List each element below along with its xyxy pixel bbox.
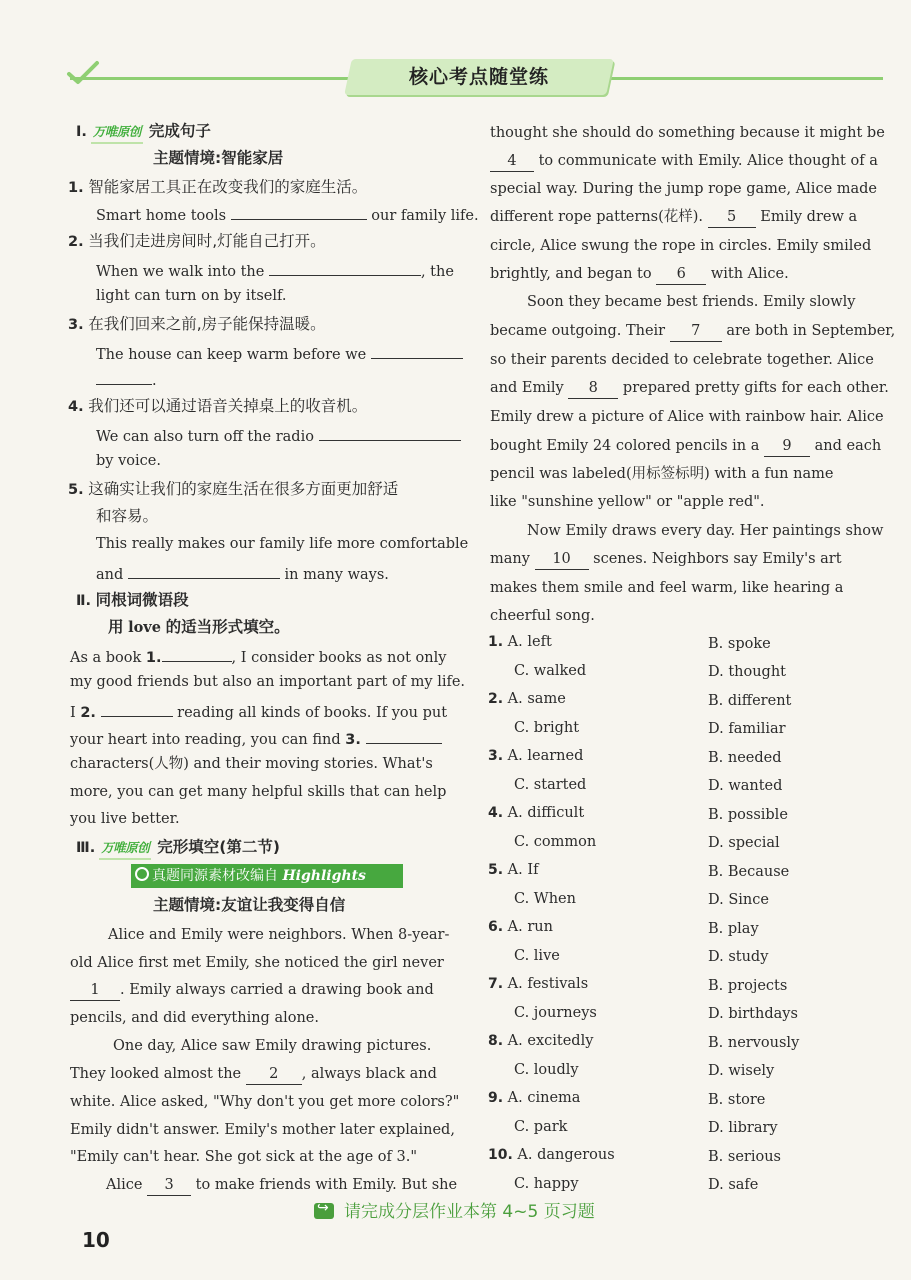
option-b[interactable]: B. different [708,693,792,709]
passage-line: white. Alice asked, "Why don't you get more colors?" [70,1094,460,1110]
q4-en-cont: by voice. [96,453,161,469]
q3-en-cont: . [96,368,157,391]
sec2-line7: you live better. [70,811,180,827]
option-d[interactable]: D. Since [708,891,769,908]
option-d[interactable]: D. study [708,948,769,965]
sec3-heading: Ⅲ. 万唯原创 完形填空(第二节) [76,837,280,860]
sec3-theme: 主题情境:友谊让我变得自信 [153,896,346,914]
q5-blank[interactable] [128,562,280,579]
q2-en-cont: light can turn on by itself. [96,288,287,304]
q5-zh: 5. 这确实让我们的家庭生活在很多方面更加舒适 [68,480,399,498]
q1-blank[interactable] [231,203,367,220]
cloze-blank-7[interactable]: 7 [670,321,722,342]
option-d[interactable]: D. thought [708,663,787,680]
highlights-source-banner: 真题同源素材改编自 Highlights [131,864,403,888]
option-a[interactable]: 4. A. difficult [488,805,585,821]
option-a[interactable]: 7. A. festivals [488,976,589,992]
passage-line: 1 . Emily always carried a drawing book and [70,980,434,1001]
q2-blank[interactable] [269,259,421,276]
sec2-line5: characters(人物) and their moving stories. What's [70,756,433,772]
sec2-heading: Ⅱ. 同根词微语段 [76,591,189,609]
option-a[interactable]: 5. A. If [488,862,539,878]
passage-line: circle, Alice swung the rope in circles. Emily smiled [490,238,872,254]
sec2-instruction: 用 love 的适当形式填空。 [108,618,290,636]
sec2-line2: my good friends but also an important part of my life. [70,674,466,690]
passage-line: cheerful song. [490,608,595,624]
magnifier-icon [135,867,149,881]
option-a[interactable]: 3. A. learned [488,748,584,764]
sec2-blank-1[interactable] [162,645,232,662]
option-c[interactable]: C. walked [514,662,587,679]
passage-line: pencils, and did everything alone. [70,1010,319,1026]
page-title: 核心考点随堂练 [408,66,549,88]
option-c[interactable]: C. park [514,1118,568,1135]
q3-blank-cont[interactable] [96,368,152,385]
option-a[interactable]: 8. A. excitedly [488,1033,594,1049]
cloze-blank-9[interactable]: 9 [764,436,810,457]
option-a[interactable]: 2. A. same [488,691,566,707]
passage-line: Now Emily draws every day. Her paintings show [527,523,884,539]
cloze-blank-3[interactable]: 3 [147,1175,191,1196]
passage-line: different rope patterns(花样). 5 Emily drew a [490,207,857,228]
sec1-heading [76,121,211,144]
original-badge: 万唯原创 [91,122,143,144]
option-c[interactable]: C. live [514,947,560,964]
page-number: 10 [82,1228,110,1252]
cloze-blank-4[interactable]: 4 [490,151,534,172]
q2-zh: 2. 当我们走进房间时,灯能自己打开。 [68,232,326,250]
option-d[interactable]: D. special [708,834,780,851]
passage-line: many 10 scenes. Neighbors say Emily's art [490,549,842,570]
passage-line: pencil was labeled(用标签标明) with a fun name [490,466,834,482]
option-b[interactable]: B. store [708,1092,766,1108]
q2-en: When we walk into the , the [96,259,454,282]
passage-line: old Alice first met Emily, she noticed the girl never [70,955,444,971]
q3-blank[interactable] [371,342,463,359]
passage-line: became outgoing. Their 7 are both in September, [490,321,895,342]
passage-line: Alice 3 to make friends with Emily. But she [106,1175,457,1196]
option-c[interactable]: C. journeys [514,1004,597,1021]
option-c[interactable]: C. happy [514,1175,579,1192]
passage-line: 4 to communicate with Emily. Alice thought of a [490,151,878,172]
passage-line: thought she should do something because it might be [490,125,885,141]
option-b[interactable]: B. play [708,921,759,937]
cloze-blank-6[interactable]: 6 [656,264,706,285]
option-d[interactable]: D. library [708,1119,778,1136]
q5-zh-cont: 和容易。 [96,507,159,525]
passage-line: bought Emily 24 colored pencils in a 9 and each [490,436,881,457]
passage-line: Soon they became best friends. Emily slowly [527,294,856,310]
option-b[interactable]: B. Because [708,864,790,880]
sec1-roman: Ⅰ. [76,124,87,140]
option-b[interactable]: B. needed [708,750,782,766]
passage-line: "Emily can't hear. She got sick at the age of 3." [70,1149,417,1165]
passage-line: special way. During the jump rope game, Alice made [490,181,878,197]
q4-zh: 4. 我们还可以通过语音关掉桌上的收音机。 [68,397,368,415]
cloze-blank-1[interactable]: 1 [70,980,120,1001]
sec2-blank-3[interactable] [366,727,442,744]
homework-reminder: ↪请完成分层作业本第 4~5 页习题 [314,1197,595,1222]
option-b[interactable]: B. nervously [708,1035,800,1051]
sec2-blank-2[interactable] [101,700,173,717]
q3-zh: 3. 在我们回来之前,房子能保持温暖。 [68,315,326,333]
passage-line: Emily drew a picture of Alice with rainbow hair. Alice [490,409,884,425]
option-c[interactable]: C. When [514,890,576,907]
q5-en-cont: and in many ways. [96,562,389,585]
cloze-blank-5[interactable]: 5 [708,207,756,228]
q1-en: Smart home tools our family life. [96,203,479,226]
q3-en: The house can keep warm before we [96,342,463,365]
passage-line: One day, Alice saw Emily drawing pictures. [113,1038,432,1054]
option-b[interactable]: B. projects [708,978,788,994]
option-d[interactable]: D. wanted [708,777,783,794]
checkmark-icon [66,60,100,86]
passage-line: makes them smile and feel warm, like hearing a [490,580,844,596]
option-d[interactable]: D. wisely [708,1062,775,1079]
sec2-line4: your heart into reading, you can find 3. [70,727,442,750]
option-d[interactable]: D. familiar [708,720,786,737]
passage-line: and Emily 8 prepared pretty gifts for each other. [490,378,889,399]
q4-en: We can also turn off the radio [96,424,461,447]
sec2-line3: I 2. reading all kinds of books. If you put [70,700,447,723]
sec1-title: 完成句子 [148,122,211,140]
q4-blank[interactable] [319,424,461,441]
option-c[interactable]: C. loudly [514,1061,579,1078]
sec2-line1: As a book 1. , I consider books as not only [70,645,446,668]
option-d[interactable]: D. safe [708,1176,759,1193]
passage-line: Emily didn't answer. Emily's mother later explained, [70,1122,455,1138]
cloze-blank-10[interactable]: 10 [535,549,589,570]
workbook-icon [314,1203,334,1219]
option-a[interactable]: 9. A. cinema [488,1090,581,1106]
option-c[interactable]: C. started [514,776,587,793]
option-c[interactable]: C. common [514,833,597,850]
sec2-line6: more, you can get many helpful skills that can help [70,784,447,800]
cloze-blank-2[interactable]: 2 [246,1064,302,1085]
option-b[interactable]: B. spoke [708,636,771,652]
cloze-blank-8[interactable]: 8 [568,378,618,399]
option-a[interactable]: 10. A. dangerous [488,1147,615,1163]
option-b[interactable]: B. possible [708,807,788,823]
passage-line: They looked almost the 2 , always black and [70,1064,437,1085]
passage-line: brightly, and began to 6 with Alice. [490,264,789,285]
q1-zh: 1. 智能家居工具正在改变我们的家庭生活。 [68,178,368,196]
passage-line: Alice and Emily were neighbors. When 8-year- [108,927,450,943]
option-a[interactable]: 6. A. run [488,919,553,935]
option-d[interactable]: D. birthdays [708,1005,798,1022]
option-b[interactable]: B. serious [708,1149,781,1165]
option-c[interactable]: C. bright [514,719,580,736]
passage-line: like "sunshine yellow" or "apple red". [490,494,765,510]
option-a[interactable]: 1. A. left [488,634,552,650]
passage-line: so their parents decided to celebrate together. Alice [490,352,874,368]
q5-en: This really makes our family life more comfortable [96,536,469,552]
sec1-theme: 主题情境:智能家居 [153,149,284,167]
